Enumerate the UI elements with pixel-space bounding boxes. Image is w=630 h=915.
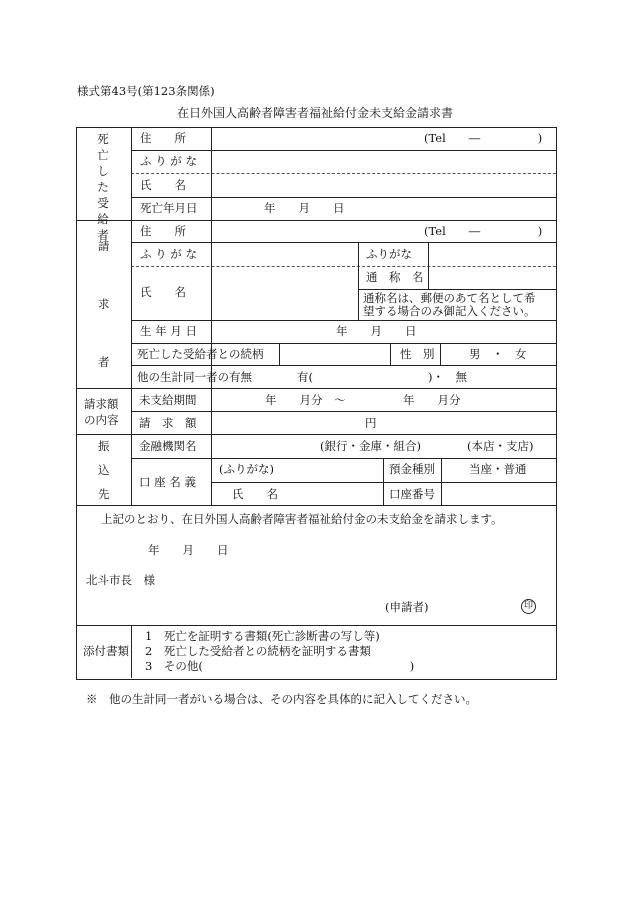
row-line: [131, 242, 556, 243]
deceased-name-label: 氏 名: [140, 178, 186, 192]
declaration-text: 上記のとおり、在日外国人高齢者障害者福祉給付金の未支給金を請求します。: [101, 512, 503, 526]
bank-label: 金融機関名: [139, 439, 197, 453]
col-line: [440, 343, 441, 365]
row-dash: [131, 266, 556, 267]
field-label-line: [211, 127, 212, 505]
deceased-section-label: 死 亡 し た 受 給 者: [97, 132, 109, 242]
gender-label: 性 別: [400, 347, 435, 361]
separator-deceased-claimant: [76, 220, 556, 221]
col-line: [390, 343, 391, 365]
claimant-label-1: 請: [98, 239, 110, 253]
form-number: 様式第43号(第123条関係): [77, 84, 215, 98]
separator-claimant-claim: [76, 388, 556, 389]
branch-types[interactable]: (本店・支店): [467, 439, 534, 453]
transfer-label-2: 込: [98, 463, 110, 477]
account-furigana: (ふりがな): [219, 462, 274, 476]
deposit-type-value[interactable]: 当座・普通: [469, 462, 527, 476]
row-line: [131, 343, 556, 344]
row-line: [131, 365, 556, 366]
row-line: [358, 289, 556, 290]
row-line: [131, 197, 556, 198]
alias-label: 通 称 名: [366, 270, 424, 284]
label-column-line: [131, 127, 132, 505]
transfer-label-3: 先: [98, 487, 110, 501]
col-line: [441, 458, 442, 505]
unpaid-period-label: 未支給期間: [139, 393, 197, 407]
account-name: 氏 名: [232, 487, 278, 501]
deposit-type-label: 預金種別: [389, 462, 435, 476]
separator-claim-transfer: [76, 434, 556, 435]
claim-amount-label: 請 求 額: [139, 416, 197, 430]
transfer-label-1: 振: [98, 439, 110, 453]
deceased-tel: (Tel ― ): [424, 131, 543, 145]
footnote: ※ 他の生計同一者がいる場合は、その内容を具体的に記入してください。: [86, 692, 477, 706]
relation-label: 死亡した受給者との続柄: [137, 347, 264, 361]
unpaid-period-value[interactable]: 年 月分 〜 年 月分: [265, 393, 461, 407]
death-date-value[interactable]: 年 月 日: [264, 201, 345, 215]
death-date-label: 死亡年月日: [140, 201, 198, 215]
account-number-label: 口座番号: [389, 487, 435, 501]
attachment-item: 3 その他( ): [145, 659, 415, 673]
attachment-item: 1 死亡を証明する書類(死亡診断書の写し等): [145, 629, 380, 643]
birth-date-value[interactable]: 年 月 日: [336, 324, 417, 338]
col-line: [428, 242, 429, 289]
applicant-label: (申請者): [385, 600, 429, 614]
household-label: 他の生計同一者の有無: [137, 370, 252, 384]
row-line: [131, 150, 556, 151]
claimant-name-label: 氏 名: [140, 285, 186, 299]
claim-amount-unit: 円: [365, 416, 377, 430]
claimant-tel: (Tel ― ): [424, 224, 543, 238]
col-line: [358, 242, 359, 320]
attachment-label-line: [131, 625, 132, 678]
deceased-furigana-label: ふ り が な: [140, 154, 197, 168]
alias-note-2: 望する場合のみ御記入ください。: [363, 304, 536, 318]
col-line: [383, 458, 384, 505]
separator-declaration-attachments: [76, 625, 556, 626]
claimant-furigana-label-2: ふりがな: [366, 247, 412, 261]
bank-types[interactable]: (銀行・金庫・組合): [320, 439, 421, 453]
row-line: [131, 411, 556, 412]
form-title: 在日外国人高齢者障害者福祉給付金未支給金請求書: [176, 106, 453, 120]
separator-transfer-declaration: [76, 505, 556, 506]
attachment-item: 2 死亡した受給者との続柄を証明する書類: [145, 644, 371, 658]
claimant-furigana-label: ふ り が な: [140, 247, 197, 261]
col-line: [279, 343, 280, 365]
row-line: [131, 320, 556, 321]
claim-section-label-2: の内容: [84, 413, 119, 427]
claimant-label-3: 者: [98, 355, 110, 369]
attachments-label: 添付書類: [83, 644, 129, 658]
seal-mark: 印: [521, 599, 536, 614]
alias-note-1: 通称名は、郵便のあて名として希: [363, 291, 536, 305]
household-value[interactable]: 有( )・ 無: [297, 370, 467, 384]
account-holder-label: 口 座 名 義: [139, 475, 196, 489]
row-dash: [131, 173, 556, 174]
claimant-label-2: 求: [98, 297, 110, 311]
deceased-address-label: 住 所: [140, 131, 186, 145]
addressee: 北斗市長 様: [86, 573, 155, 587]
claim-section-label-1: 請求額: [84, 397, 119, 411]
birth-date-label: 生 年 月 日: [140, 324, 197, 338]
row-line: [131, 458, 556, 459]
declaration-date[interactable]: 年 月 日: [148, 543, 229, 557]
claimant-address-label: 住 所: [140, 224, 186, 238]
gender-options[interactable]: 男 ・ 女: [469, 347, 527, 361]
